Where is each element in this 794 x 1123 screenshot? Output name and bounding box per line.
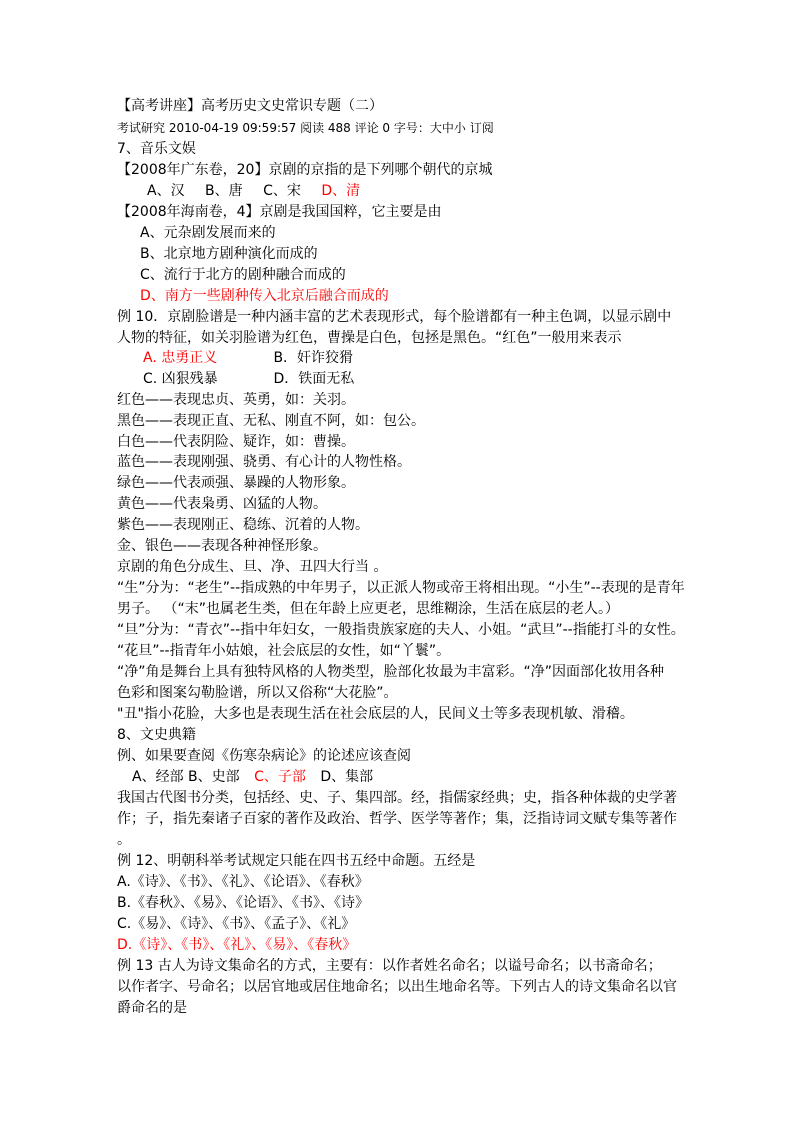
question-stem: 【2008年广东卷，20】京剧的京指的是下列哪个朝代的京城: [117, 162, 493, 178]
option-c: C.《易》、《诗》、《书》、《孟子》、《礼》: [117, 916, 356, 932]
option-b: B、唐: [205, 183, 243, 199]
roles-paragraph: “生”分为：“老生”--指成熟的中年男子，以正派人物或帝王将相出现。“小生”--表现的是青年: [117, 580, 685, 596]
roles-paragraph: "丑"指小花脸，大多也是表现生活在社会底层的人，民间义士等多表现机敏、滑稽。: [117, 706, 634, 722]
option-d: D、集部: [320, 769, 374, 785]
color-meaning: 紫色——表现刚正、稳练、沉着的人物。: [117, 517, 369, 533]
example-stem-line: 爵命名的是: [117, 1000, 187, 1016]
question-stem: 【2008年海南卷，4】京剧是我国国粹，它主要是由: [117, 204, 442, 220]
option-a: A、元杂剧发展而来的: [140, 225, 276, 241]
color-meaning: 蓝色——表现刚强、骁勇、有心计的人物性格。: [117, 454, 411, 470]
option-d: D．铁面无私: [273, 371, 355, 387]
question-options: [147, 181, 360, 201]
color-meaning: 白色——代表阴险、疑诈，如：曹操。: [117, 434, 355, 450]
roles-paragraph: 京剧的角色分成生、旦、净、丑四大行当 。: [117, 559, 388, 575]
option-b: B、北京地方剧种演化而成的: [140, 246, 318, 262]
option-b: B.《春秋》、《易》、《论语》、《书》、《诗》: [117, 895, 370, 911]
option-b: B．奸诈狡猾: [273, 350, 354, 366]
roles-paragraph: “旦”分为：“青衣”--指中年妇女，一般指贵族家庭的夫人、小姐。“武旦”--指能打斗的女性。: [117, 622, 685, 638]
article-meta: 考试研究 2010-04-19 09:59:57 阅读 488 评论 0 字号：大中小 订阅: [117, 121, 494, 135]
roles-paragraph: “花旦”--指青年小姑娘，社会底层的女性，如“丫鬟”。: [117, 643, 451, 659]
explanation-line: 作；子，指先秦诸子百家的著作及政治、哲学、医学等著作；集，泛指诗词文赋专集等著作: [117, 811, 677, 827]
option-c: C、宋: [263, 183, 301, 199]
example-options-row: [143, 369, 354, 389]
color-meaning: 黑色——表现正直、无私、刚直不阿，如：包公。: [117, 413, 425, 429]
explanation-line: 。: [117, 832, 131, 848]
article-title: 【高考讲座】高考历史文史常识专题（二）: [117, 98, 383, 114]
example-stem-line: 例 10．京剧脸谱是一种内涵丰富的艺术表现形式，每个脸谱都有一种主色调，以显示剧中: [117, 309, 672, 325]
roles-paragraph: 色彩和图案勾勒脸谱，所以又俗称“大花脸”。: [117, 685, 398, 701]
option-c: C、流行于北方的剧种融合而成的: [140, 267, 346, 283]
option-answer: A. 忠勇正义: [143, 350, 218, 366]
question-options: [132, 767, 373, 787]
option-ab: A、经部 B、史部: [132, 769, 240, 785]
example-stem-line: 以作者字、号命名；以居官地或居住地命名；以出生地命名等。下列古人的诗文集命名以官: [117, 979, 677, 995]
example-stem-line: 例 13 古人为诗文集命名的方式，主要有：以作者姓名命名；以谥号命名；以书斋命名；: [117, 958, 662, 974]
option-a: A.《诗》、《书》、《礼》、《论语》、《春秋》: [117, 874, 369, 890]
roles-paragraph: “净”角是舞台上具有独特风格的人物类型，脸部化妆最为丰富彩。“净”因面部化妆用各种: [117, 664, 665, 680]
color-meaning: 红色——表现忠贞、英勇，如：关羽。: [117, 392, 355, 408]
example-stem-line: 人物的特征，如关羽脸谱为红色，曹操是白色，包拯是黑色。“红色”一般用来表示: [117, 330, 622, 346]
example-options-row: [143, 348, 353, 368]
explanation-line: 我国古代图书分类，包括经、史、子、集四部。经，指儒家经典；史，指各种体裁的史学著: [117, 790, 677, 806]
section-heading-classics: 8、文史典籍: [117, 727, 196, 743]
color-meaning: 金、银色——表现各种神怪形象。: [117, 538, 327, 554]
option-answer: C、子部: [254, 769, 306, 785]
color-meaning: 黄色——代表枭勇、凶猛的人物。: [117, 496, 327, 512]
example-stem-line: 例 12、明朝科举考试规定只能在四书五经中命题。五经是: [117, 853, 476, 869]
option-c: C. 凶狠残暴: [143, 371, 218, 387]
question-stem: 例、如果要查阅《伤寒杂病论》的论述应该查阅: [117, 748, 411, 764]
option-answer: D、清: [321, 183, 361, 199]
section-heading-music: 7、音乐文娱: [117, 141, 196, 157]
option-answer: D、南方一些剧种传入北京后融合而成的: [140, 288, 389, 304]
option-answer: D.《诗》、《书》、《礼》、《易》、《春秋》: [117, 937, 357, 953]
color-meaning: 绿色——代表顽强、暴躁的人物形象。: [117, 475, 355, 491]
roles-paragraph: 男子。 （“末”也属老生类，但在年龄上应更老，思维糊涂，生活在底层的老人。）: [117, 601, 619, 617]
option-a: A、汉: [147, 183, 185, 199]
